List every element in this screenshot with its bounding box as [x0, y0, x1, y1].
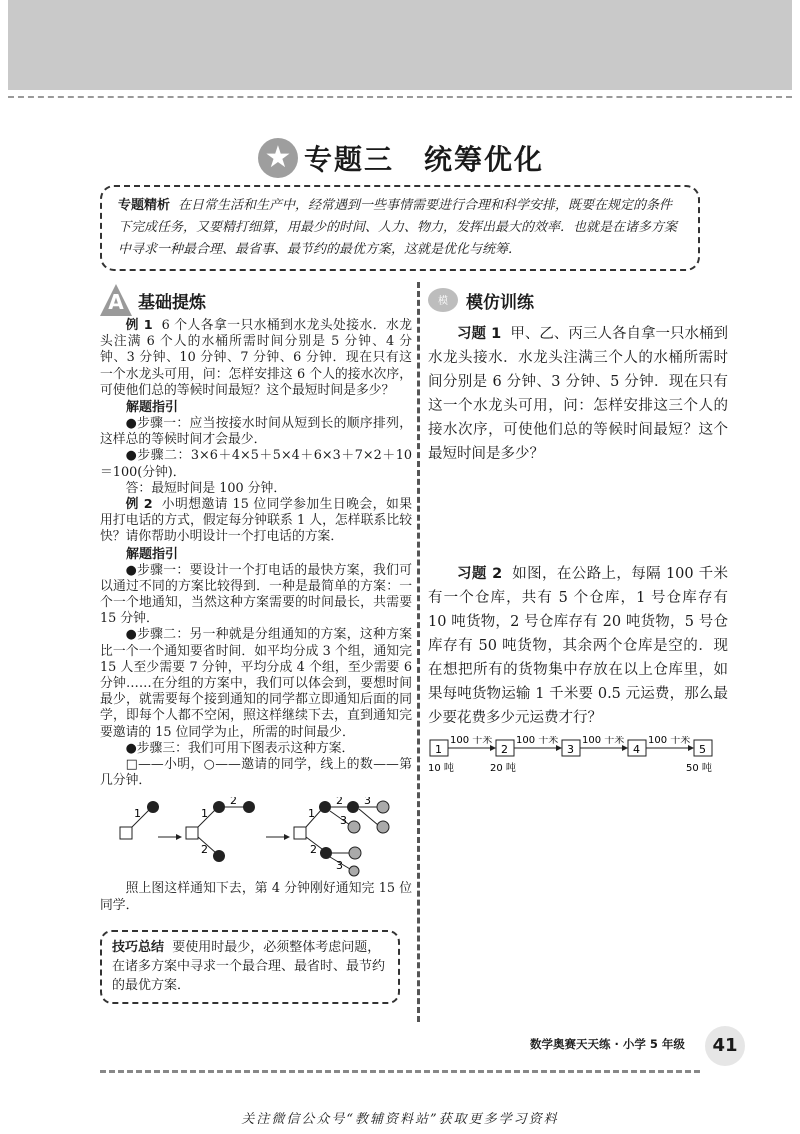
- page-title: [258, 138, 544, 178]
- invited-circle: [348, 821, 360, 833]
- invited-circle: [347, 801, 359, 813]
- exercise-2-label: 习题 2: [457, 566, 503, 582]
- invited-circle: [213, 801, 225, 813]
- invited-circle: [349, 866, 359, 876]
- page-number: 41: [705, 1026, 745, 1066]
- example-2-guide-heading: 解题指引: [126, 546, 179, 562]
- right-column: [428, 282, 728, 776]
- edge-minute-label: 1: [201, 807, 208, 821]
- book-series-label: 数学奥赛天天练 · 小学 5 年级: [530, 1037, 685, 1051]
- practice-section-title: 模仿训练: [466, 292, 534, 313]
- practice-badge-icon: 模: [428, 288, 458, 312]
- example-2-step-2: ●步骤二：另一种就是分组通知的方案，这种方案比一个一个通知要省时间．如平均分成 3 个组，通知完 15 人至少需要 7 分钟，平均分成 4 个组，至少需要 6 分钟……在分组的方案中，我们可以体会到，要想时间最少，就需要每个接到通知的同学都立即通知后面的同学，即每个人都不空闲，照这样继续下去，直到通知完要邀请的 15 位同学为止，所需的时间最少．: [100, 627, 412, 740]
- intro-label: 专题精析: [118, 198, 171, 213]
- example-2-conclusion: 照上图这样通知下去，第 4 分钟刚好通知完 15 位同学．: [100, 881, 412, 913]
- edge-minute-label: 2: [336, 797, 343, 808]
- segment-distance: 100 千米: [450, 736, 493, 746]
- exercise-1-label: 习题 1: [457, 326, 502, 342]
- warehouse-number: 4: [633, 743, 640, 756]
- example-2: [100, 497, 412, 546]
- exercise-2: [428, 562, 728, 730]
- edge-minute-label: 3: [336, 859, 343, 873]
- warehouse-tons: 20 吨: [490, 763, 516, 774]
- warehouse-tons: 50 吨: [686, 763, 712, 774]
- title-topic-name: 统筹优化: [424, 143, 545, 176]
- example-2-step-3: ●步骤三：我们可用下图表示这种方案．: [125, 740, 355, 756]
- example-1-answer: 答：最短时间是 100 分钟．: [125, 480, 287, 496]
- intro-text: 在日常生活和生产中，经常遇到一些事情需要进行合理和科学安排，既要在规定的条件下完成任务，又要精打细算，用最少的时间、人力、物力，发挥出最大的效率．也就是在诸多方案中寻求一种最合理、最省事、最节约的最优方案，这就是优化与统筹．: [118, 198, 678, 257]
- left-column: [100, 282, 412, 914]
- xiaoming-square: [120, 827, 132, 839]
- footer-dashed-rule: [100, 1070, 700, 1073]
- invited-circle: [349, 847, 361, 859]
- phone-tree-diagram: [100, 797, 412, 877]
- bottom-promo-note: 关注微信公众号“教辅资料站”获取更多学习资料: [241, 1112, 559, 1127]
- invited-circle: [319, 801, 331, 813]
- header-dashed-rule: [8, 96, 792, 98]
- edge-minute-label: 2: [310, 843, 317, 857]
- basics-section-title: 基础提炼: [138, 292, 206, 313]
- xiaoming-square: [294, 827, 306, 839]
- edge-minute-label: 1: [134, 807, 141, 821]
- invited-circle: [213, 850, 225, 862]
- header-band: [8, 0, 792, 90]
- example-2-label: 例 2: [125, 497, 153, 513]
- segment-distance: 100 千米: [648, 736, 691, 746]
- example-1-text: 6 个人各拿一只水桶到水龙头处接水．水龙头注满 6 个人的水桶所需时间分别是 5 分钟、4 分钟、3 分钟、10 分钟、7 分钟、6 分钟．现在只有这一个水龙头可用，问：怎样安排这 6 个人的接水次序，可使他们总的等候时间最短？这个最短时间是多少？: [100, 318, 413, 398]
- example-2-step-1: ●步骤一：要设计一个打电话的最快方案，我们可以通过不同的方案比较得到．一种是最简单的方案：一个一个地通知，当然这种方案需要的时间最长，共需要 15 分钟．: [100, 562, 412, 627]
- warehouse-number: 2: [501, 743, 508, 756]
- warehouse-tons: 10 吨: [428, 763, 454, 774]
- segment-distance: 100 千米: [582, 736, 625, 746]
- warehouse-number: 5: [699, 743, 706, 756]
- tip-text: 要使用时最少，必须整体考虑问题，在诸多方案中寻求一个最合理、最省时、最节约的最优方案．: [112, 940, 386, 993]
- edge-minute-label: 3: [364, 797, 371, 808]
- practice-section-header: [428, 282, 728, 318]
- example-1-step-1: ●步骤一：应当按接水时间从短到长的顺序排列，这样总的等候时间才会最少．: [100, 416, 412, 448]
- example-1-label: 例 1: [125, 318, 153, 333]
- tip-label: 技巧总结: [112, 940, 165, 955]
- diagram-legend: □——小明，○——邀请的同学，线上的数——第几分钟．: [100, 757, 412, 789]
- warehouse-number: 3: [567, 743, 574, 756]
- invited-circle: [377, 821, 389, 833]
- exercise-1-text: 甲、乙、丙三人各自拿一只水桶到水龙头接水．水龙头注满三个人的水桶所需时间分别是 6 分钟、3 分钟、5 分钟．现在只有这一个水龙头可用，问：怎样安排这三个人的接水次序，可使他们总的等候时间最短？这个最短时间是多少？: [428, 326, 729, 462]
- invited-circle: [147, 801, 159, 813]
- example-1-guide-heading: 解题指引: [126, 400, 179, 416]
- exercise-1: [428, 322, 728, 466]
- arrow-icon: [176, 834, 182, 840]
- exercise-2-text: 如图，在公路上，每隔 100 千米有一个仓库，共有 5 个仓库，1 号仓库存有 10 吨货物，2 号仓库存有 20 吨货物，5 号仓库存有 50 吨货物，其余两个仓库是空的．现在想把所有的货物集中存放在以上仓库里，如果每吨货物运输 1 千米要 0.5 元运费，那么最少要花费多少元运费才行？: [428, 566, 728, 726]
- example-2-text: 小明想邀请 15 位同学参加生日晚会，如果用打电话的方式，假定每分钟联系 1 人，怎样联系比较快？请你帮助小明设计一个打电话的方案．: [100, 497, 412, 545]
- edge-minute-label: 2: [201, 843, 208, 857]
- edge-minute-label: 2: [230, 797, 237, 808]
- segment-distance: 100 千米: [516, 736, 559, 746]
- example-1: [100, 318, 412, 399]
- warehouse-number: 1: [435, 743, 442, 756]
- xiaoming-square: [186, 827, 198, 839]
- edge-minute-label: 3: [340, 814, 347, 828]
- arrow-icon: [284, 834, 290, 840]
- section-a-icon: A: [100, 284, 132, 316]
- column-divider: [417, 282, 420, 1022]
- invited-circle: [243, 801, 255, 813]
- intro-box: [100, 185, 700, 271]
- tip-box: [100, 930, 400, 1004]
- star-icon: ★: [258, 138, 298, 178]
- title-topic-number: 专题三: [304, 143, 395, 176]
- example-1-step-2: ●步骤二：3×6＋4×5＋5×4＋6×3＋7×2＋10＝100(分钟)．: [100, 448, 412, 480]
- basics-section-header: [100, 282, 412, 318]
- warehouse-road-diagram: [428, 736, 718, 776]
- invited-circle: [377, 801, 389, 813]
- edge-minute-label: 1: [308, 807, 315, 821]
